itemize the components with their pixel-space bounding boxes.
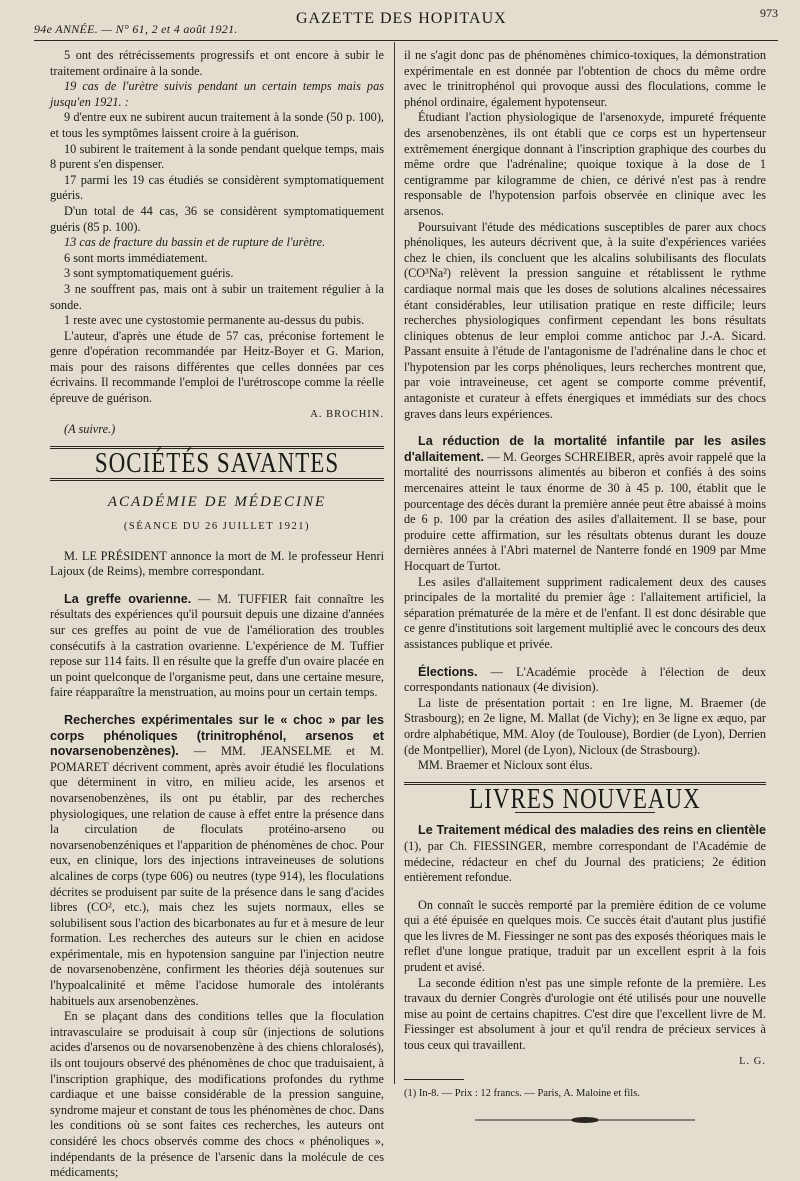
right-column <box>404 48 766 1129</box>
article-text: — MM. JEANSELME et M. POMARET décrivent comment, après avoir étudié les floculations que déterminent in vitro, en milieu acide, les arsenos et novarsenobenzènes, ils ont pu établir, par des recherches physiologiques, une relation de cause à effet entre la présence dans la circulation de floculats protéino-arseno ou novarsenobenzéniques et l'apparition de phénomènes de choc. Pour eux, en clinique, lors des injections intraveineuses de solutions alcalines de corps (type 606) ou neutres (type 914), les floculations décrites se produisent par suite de la présence dans le sang d'acides libres (CO², etc.), mais chez les sujets normaux, elles se solubilisent sous l'action des bicarbonates au fur et à mesure de leur formation. Les recherches des auteurs sur le chien en acidose expérimentale, mis en hypotension sanguine par l'injection neutre de novarsenobenzène, confirment les théories déjà soutenues sur l'hypoalcalinité et même l'acidose humorale des intolérants habituels aux arsenobenzènes. <box>50 744 384 1008</box>
paragraph: MM. Braemer et Nicloux sont élus. <box>418 758 593 773</box>
footnote: (1) In-8. — Prix : 12 francs. — Paris, A. Maloine et fils. <box>404 1088 640 1100</box>
paragraph: 17 parmi les 19 cas étudiés se considèrent symptomatiquement guéris. <box>50 172 384 203</box>
paragraph: Poursuivant l'étude des médications susceptibles de parer aux chocs phénoliques, les auteurs décrivent que, à la suite d'expériences variées chez le chien, ils concluent que les alcalins solubilisants des floculats (CO³Na²) relèvent la pression sanguine et rétablissent le rythme cardiaque normal mais que les doses de solutions alcalines nécessaires étant considérables, leur utilisation pratique en reste difficile; leurs recherches physiologiques confirment cependant les bons résultats cliniques obtenus de leur emploi comme antichoc par J.-A. Sicard. Passant ensuite à l'étude de l'antagonisme de l'adrénaline dans le choc et l'hypotension par les corps phénoliques, leurs recherches montrent que, par voie intraveineuse, cet agent se comporte comme préventif, antagoniste et curateur à effets énergiques et immédiats sur des chocs graves dans leurs expériences. <box>404 219 766 421</box>
paragraph: 1 reste avec une cystostomie permanente au-dessus du pubis. <box>64 313 365 328</box>
paragraph: On connaît le succès remporté par la première édition de ce volume qui a été épuisée en quelques mois. Ce succès était d'autant plus justifié que les livres de M. Fiessinger ne sont pas des exposés théoriques mais le reflet d'une longue pratique, traduit par un excellent esprit à la fois prudent et avisé. <box>404 897 767 975</box>
left-column <box>50 48 384 1181</box>
paragraph: 5 ont des rétrécissements progressifs et ont encore à subir le traitement ordinaire à la sonde. <box>50 48 384 78</box>
section-title: SOCIÉTÉS SAVANTES <box>94 446 340 478</box>
paragraph <box>50 592 384 701</box>
review-signature: L. G. <box>739 1055 766 1067</box>
book-details: (1), par Ch. FIESSINGER, membre correspondant de l'Académie de médecine, rédacteur en chef du Journal des praticiens; 2e édition entièrement refondue. <box>404 838 766 885</box>
issue-info: 94e ANNÉE. — N° 61, 2 et 4 août 1921. <box>34 22 238 36</box>
section-title: LIVRES NOUVEAUX <box>469 782 701 814</box>
paragraph: M. LE PRÉSIDENT annonce la mort de M. le professeur Henri Lajoux (de Reims), membre correspondant. <box>50 548 384 579</box>
to-be-continued: (A suivre.) <box>64 422 116 437</box>
paragraph: La seconde édition n'est pas une simple refonte de la première. Les travaux du dernier Congrès d'urologie ont été utilisés pour une nouvelle mise au point de certains chapitres. C'est dire que l'excellent livre de M. Fiessinger est absolument à jour et qu'il rendra de précieux services à tous ceux qui travaillent. <box>404 975 766 1053</box>
paragraph: D'un total de 44 cas, 36 se considèrent symptomatiquement guéris (85 p. 100). <box>50 203 384 234</box>
paragraph: 13 cas de fracture du bassin et de rupture de l'urètre. <box>64 235 326 250</box>
article-text: — L'Académie procède à l'élection de deux correspondants nationaux (4e division). <box>404 664 766 695</box>
article-heading: Recherches expérimentales sur le « choc » par les corps phénoliques (trinitrophénol, arsenos et novarsenobenzènes). <box>50 712 384 759</box>
article-heading: Élections. <box>418 664 478 679</box>
page-number: 973 <box>760 6 778 20</box>
paragraph: 3 sont symptomatiquement guéris. <box>64 266 234 281</box>
section-rule <box>50 478 384 481</box>
footnote-rule <box>404 1079 464 1080</box>
paragraph: 6 sont morts immédiatement. <box>64 250 208 265</box>
paragraph: 10 subirent le traitement à la sonde pendant quelque temps, mais 8 purent s'en dispenser. <box>50 141 384 172</box>
paragraph: La liste de présentation portait : en 1re ligne, M. Braemer (de Strasbourg); en 2e ligne, M. Mallat (de Vichy); en 3e ligne ex æquo, par ordre alphabétique, MM. Aloy (de Toulouse), Bordier (de Lyon), Derrien (de Montpellier), Morel (de Lyon), Nicloux (de Strasbourg). <box>404 695 766 757</box>
paragraph <box>404 823 766 885</box>
paragraph <box>404 434 766 574</box>
paragraph: En se plaçant dans des conditions telles que la floculation intravasculaire se produisait à coup sûr (injections de solutions acides d'arsenos ou de novarsenobenzène à des chiens chloralosés), ils ont toujours observé des phénomènes de choc que traduisaient, à l'inscription graphique, des modifications profondes du rythme cardiaque et une baisse considérable de la pression sanguine, syndrome majeur et constant de tous les phénomènes de choc. Dans les conditions où se sont faites ces recherches, les auteurs ont considéré les chocs observés comme des chocs « phénoliques », indépendants de la présence de l'arsenic dans la molécule de ces médicaments; <box>50 1009 384 1180</box>
paragraph: il ne s'agit donc pas de phénomènes chimico-toxiques, la démonstration expérimentale en est donnée par l'obtention de chocs du même ordre avec le trinitrophénol qui provoque aussi des floculations, comme le phénol ordinaire, également hypotenseur. <box>404 48 766 109</box>
paragraph <box>50 713 384 1009</box>
article-text: — M. TUFFIER fait connaître les résultats des expériences qu'il poursuit depuis une dizaine d'années sur ces greffes au point de vue de l'amélioration des troubles consécutifs à la castration ovarienne. L'expérience de M. Tuffier repose sur 114 faits. Il en résulte que la greffe d'un ovaire placée en un point quelconque de l'organisme peut, dans une certaine mesure, faire réapparaître la menstruation, au moins pour un certain temps. <box>50 591 384 700</box>
session-date: (SÉANCE DU 26 JUILLET 1921) <box>123 521 311 533</box>
author-signature: A. BROCHIN. <box>310 408 384 420</box>
column-divider <box>394 42 395 1084</box>
article-text: — M. Georges SCHREIBER, après avoir rappelé que la mortalité des nourrissons alimentés au biberon et confiés à des soins mercenaires atteint le taux énorme de 30 à 45 p. 100, établit que le pourcentage des décès durant la première année peut être abaissé à moins de 6 p. 100 par la création des asiles d'allaitement. Il se base, pour produire cette affirmation, sur les résultats obtenus durant les douze dernières années à l'Abri maternel de Nanterre fondé en 1909 par Mme Hocquart de Turtot. <box>404 449 766 573</box>
paragraph: Les asiles d'allaitement suppriment radicalement deux des causes principales de la mortalité du premier âge : l'allaitement artificiel, la séparation prématurée de la mère et de l'enfant. Il est donc désirable que ce genre d'institutions soit largement multiplié avec le concours des deux assistances publique et privée. <box>404 574 766 651</box>
paragraph: 3 ne souffrent pas, mais ont à subir un traitement régulier à la sonde. <box>50 281 384 312</box>
article-heading: La réduction de la mortalité infantile par les asiles d'allaitement. <box>404 434 766 464</box>
paragraph <box>404 665 766 696</box>
paragraph: 19 cas de l'urètre suivis pendant un certain temps mais pas jusqu'en 1921. : <box>50 79 384 109</box>
ornament-line <box>475 1116 695 1124</box>
article-heading: La greffe ovarienne. <box>64 591 192 606</box>
journal-title: GAZETTE DES HOPITAUX <box>296 10 507 27</box>
paragraph: L'auteur, d'après une étude de 57 cas, préconise fortement le genre d'opération recommandée par Heitz-Boyer et G. Marion, mais pour des raisons différentes que celles données par ces écrivains. Il recommande l'emploi de l'urétroscope comme la réelle épreuve de guérison. <box>50 328 384 406</box>
end-ornament <box>404 1114 766 1130</box>
page-header <box>34 6 778 41</box>
paragraph: 9 d'entre eux ne subirent aucun traitement à la sonde (50 p. 100), et tous les symptômes laissent croire à la guérison. <box>50 110 384 140</box>
subsection-title: ACADÉMIE DE MÉDECINE <box>107 494 327 511</box>
book-title: Le Traitement médical des maladies des reins en clientèle <box>418 823 766 838</box>
paragraph: Étudiant l'action physiologique de l'arsenoxyde, impureté fréquente des arsenobenzènes, ils ont établi que ce corps est un hypertenseur extrêmement énergique donnant à l'inscription graphique des courbes du même ordre que l'adrénaline; quoique toxique à la dose de 1 centigramme par kilogramme de chien, ce dérivé n'est pas à rendre responsable de l'hypotension parfois observée en clinique avec les arsenos. <box>404 110 766 218</box>
